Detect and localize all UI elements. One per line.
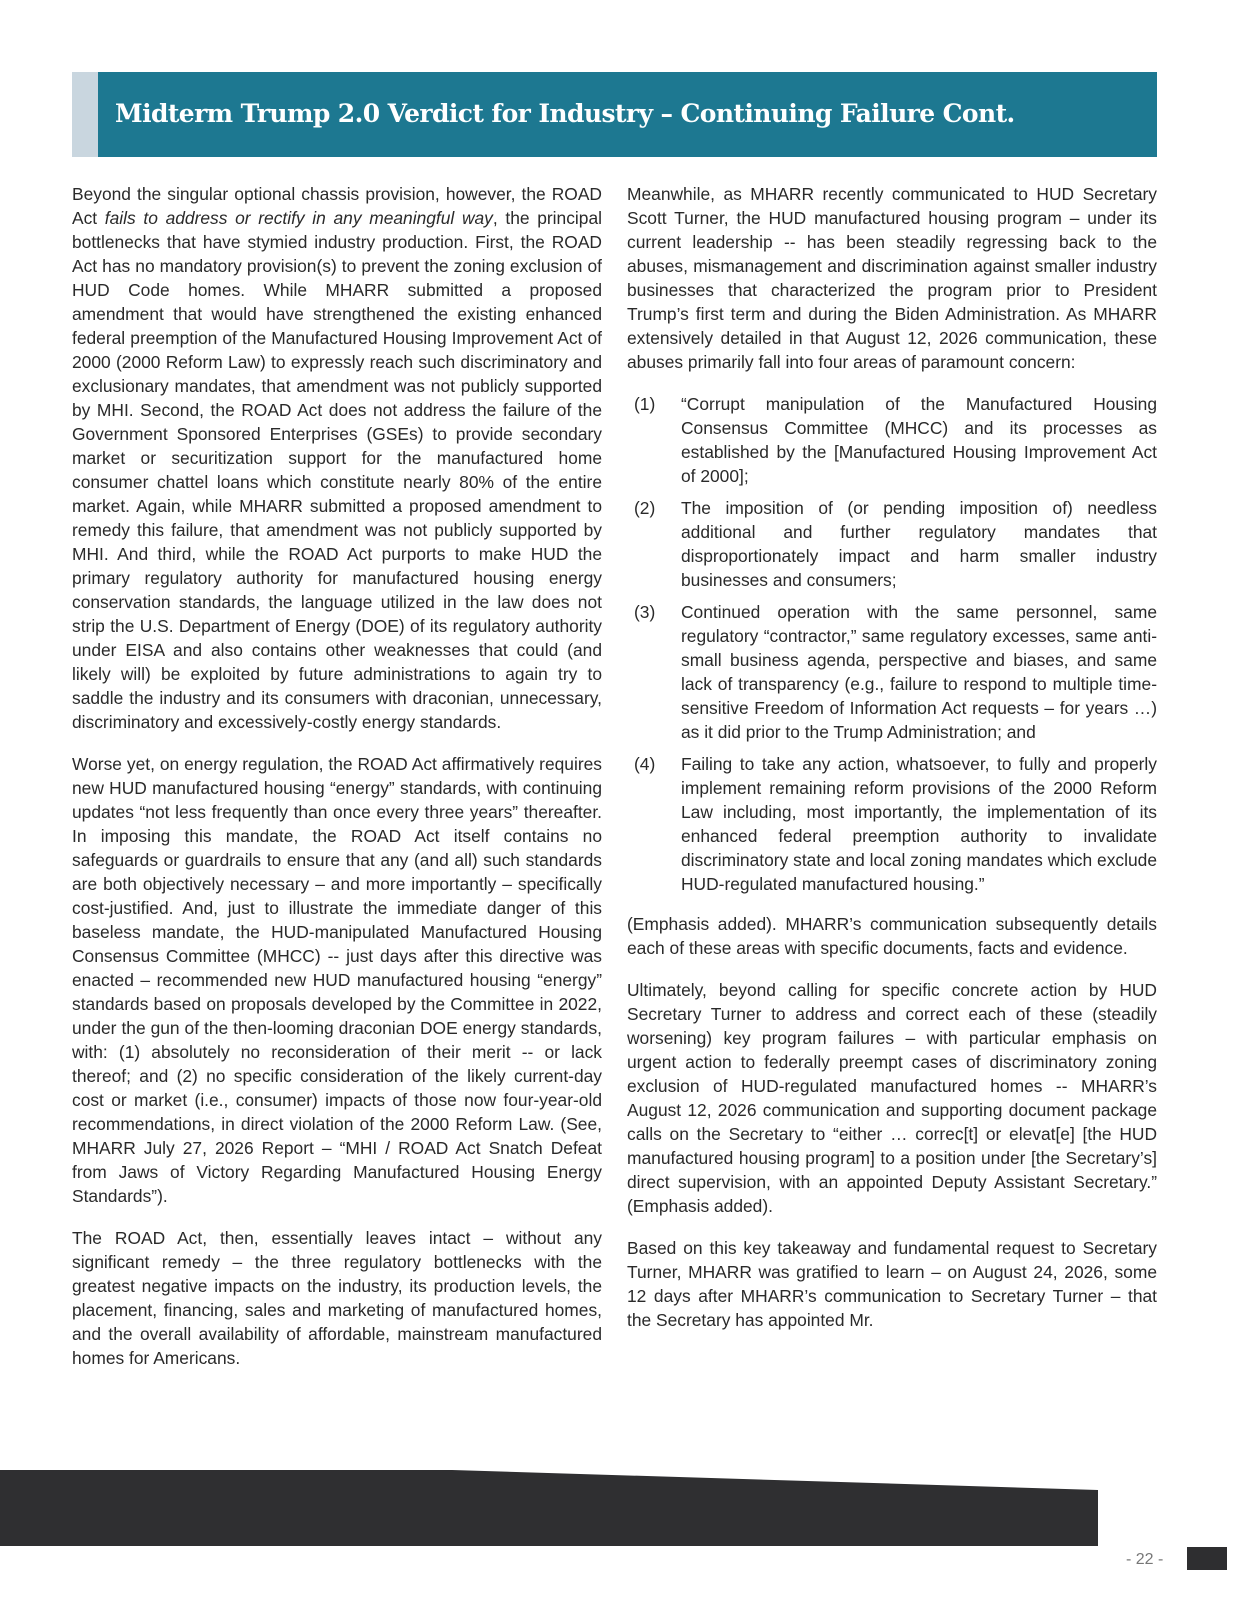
list-item-text: Continued operation with the same personnel, same regulatory “contractor,” same regulatory excesses, same anti-small business agenda, perspective and biases, and same lack of transparency (e.g., failure to respond to multiple time-sensitive Freedom of Information Act requests – for years …) as it did prior to the Trump Administration; and bbox=[681, 602, 1157, 742]
paragraph bbox=[72, 182, 602, 734]
paragraph: The ROAD Act, then, essentially leaves intact – without any significant remedy – the three regulatory bottlenecks with the greatest negative impacts on the industry, its production levels, the placement, financing, sales and marketing of manufactured homes, and the overall availability of affordable, mainstream manufactured homes for Americans. bbox=[72, 1228, 602, 1368]
list-item-text: The imposition of (or pending imposition of) needless additional and further regulatory mandates that disproportionately impact and harm smaller industry businesses and consumers; bbox=[681, 498, 1157, 590]
list-number: (1) bbox=[634, 394, 656, 414]
list-item bbox=[627, 496, 1157, 592]
page-number: - 22 - bbox=[1126, 1551, 1164, 1568]
list-number: (3) bbox=[634, 602, 656, 622]
header-accent-stripe bbox=[72, 72, 98, 157]
left-column bbox=[72, 182, 602, 1388]
paragraph-text: Beyond the singular optional chassis provision, however, the ROAD Act bbox=[72, 184, 602, 228]
paragraph: (Emphasis added). MHARR’s communication subsequently details each of these areas with specific documents, facts and evidence. bbox=[627, 914, 1157, 958]
list-item bbox=[627, 752, 1157, 896]
right-column bbox=[627, 182, 1157, 1350]
list-item bbox=[627, 600, 1157, 744]
list-item-text: Failing to take any action, whatsoever, to fully and properly implement remaining reform provisions of the 2000 Reform Law including, most importantly, the implementation of its enhanced federal preemption authority to invalidate discriminatory state and local zoning mandates which exclude HUD-regulated manufactured housing.” bbox=[681, 754, 1157, 894]
paragraph: Ultimately, beyond calling for specific concrete action by HUD Secretary Turner to address and correct each of these (steadily worsening) key program failures – with particular emphasis on urgent action to federally preempt cases of discriminatory zoning exclusion of HUD-regulated manufactured homes -- MHARR’s August 12, 2026 communication and supporting document package calls on the Secretary to “either … correc[t] or elevat[e] [the HUD manufactured housing program] to a position under [the Secretary’s] direct supervision, with an appointed Deputy Assistant Secretary.” (Emphasis added). bbox=[627, 980, 1157, 1216]
emphasized-text: fails to address or rectify in any meaningful way bbox=[104, 208, 493, 228]
concern-list bbox=[627, 392, 1157, 896]
list-item-text: “Corrupt manipulation of the Manufactured Housing Consensus Committee (MHCC) and its processes as established by the [Manufactured Housing Improvement Act of 2000]; bbox=[681, 394, 1157, 486]
page-header-bar bbox=[72, 72, 1157, 157]
list-item bbox=[627, 392, 1157, 488]
paragraph-text: , the principal bottlenecks that have stymied industry production. First, the ROAD Act has no mandatory provision(s) to prevent the zoning exclusion of HUD Code homes. While MHARR submitted a proposed amendment that would have strengthened the existing enhanced federal preemption of the Manufactured Housing Improvement Act of 2000 (2000 Reform Law) to expressly reach such discriminatory and exclusionary mandates, that amendment was not publicly supported by MHI. Second, the ROAD Act does not address the failure of the Government Sponsored Enterprises (GSEs) to provide secondary market or securitization support for the manufactured home consumer chattel loans which constitute nearly 80% of the entire market. Again, while MHARR submitted a proposed amendment to remedy this failure, that amendment was not publicly supported by MHI. And third, while the ROAD Act purports to make HUD the primary regulatory authority for manufactured housing energy conservation standards, the language utilized in the law does not strip the U.S. Department of Energy (DOE) of its regulatory authority under EISA and also contains other weaknesses that could (and likely will) be exploited by future administrations to again try to saddle the industry and its consumers with draconian, unnecessary, discriminatory and excessively-costly energy standards. bbox=[72, 208, 602, 732]
paragraph: Worse yet, on energy regulation, the ROAD Act affirmatively requires new HUD manufactured housing “energy” standards, with continuing updates “not less frequently than once every three years” thereafter. In imposing this mandate, the ROAD Act itself contains no safeguards or guardrails to ensure that any (and all) such standards are both objectively necessary – and more importantly – specifically cost-justified. And, just to illustrate the immediate danger of this baseless mandate, the HUD-manipulated Manufactured Housing Consensus Committee (MHCC) -- just days after this directive was enacted – recommended new HUD manufactured housing “energy” standards based on proposals developed by the Committee in 2022, under the gun of the then-looming draconian DOE energy standards, with: (1) absolutely no reconsideration of their merit -- or lack thereof; and (2) no specific consideration of the likely current-day cost or market (i.e., consumer) impacts of those now four-year-old recommendations, in direct violation of the 2000 Reform Law. (See, MHARR July 27, 2026 Report – “MHI / ROAD Act Snatch Defeat from Jaws of Victory Regarding Manufactured Housing Energy Standards”). bbox=[72, 754, 602, 1206]
paragraph: Meanwhile, as MHARR recently communicated to HUD Secretary Scott Turner, the HUD manufactured housing program – under its current leadership -- has been steadily regressing back to the abuses, mismanagement and discrimination against smaller industry businesses that characterized the program prior to President Trump’s first term and during the Biden Administration. As MHARR extensively detailed in that August 12, 2026 communication, these abuses primarily fall into four areas of paramount concern: bbox=[627, 184, 1157, 372]
page-number-tab bbox=[1187, 1547, 1227, 1570]
list-number: (4) bbox=[634, 754, 656, 774]
footer-band bbox=[0, 1470, 1236, 1600]
list-number: (2) bbox=[634, 498, 656, 518]
paragraph: Based on this key takeaway and fundamental request to Secretary Turner, MHARR was gratified to learn – on August 24, 2026, some 12 days after MHARR’s communication to Secretary Turner – that the Secretary has appointed Mr. bbox=[627, 1238, 1157, 1330]
page-title: Midterm Trump 2.0 Verdict for Industry – Continuing Failure Cont. bbox=[115, 99, 1015, 128]
